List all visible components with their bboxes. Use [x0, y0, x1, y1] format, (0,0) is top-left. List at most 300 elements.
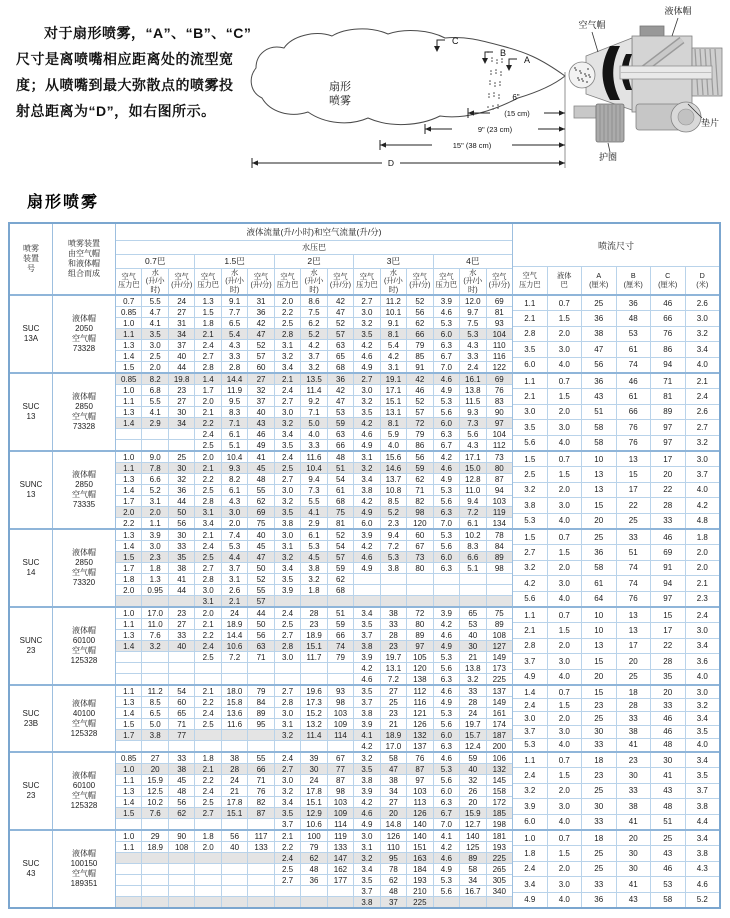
- device-block: [10, 528, 719, 606]
- spray-cell: 1.5: [548, 699, 582, 711]
- flow-cell: [301, 886, 326, 896]
- flow-cell: 10.2: [142, 797, 167, 807]
- flow-cell: 27: [169, 396, 194, 406]
- flow-cell: 3.0: [142, 541, 167, 551]
- device-number: [10, 452, 53, 528]
- flow-grid: [116, 374, 512, 450]
- flow-cell: 30: [301, 764, 326, 774]
- flow-cell: 33: [460, 686, 485, 696]
- flow-cell: 79: [301, 842, 326, 852]
- flow-cell: 93: [487, 318, 512, 328]
- flow-cell: 1.7: [195, 385, 220, 395]
- flow-cell: 91: [407, 362, 432, 372]
- flow-cell: 17.3: [301, 697, 326, 707]
- flow-cell: [328, 674, 353, 684]
- flow-cell: 48: [328, 452, 353, 462]
- flow-cell: 63: [328, 340, 353, 350]
- spray-cell: 2.0: [686, 561, 720, 575]
- flow-cell: 3.0: [275, 407, 300, 417]
- flow-cell: 2.5: [275, 318, 300, 328]
- flow-cell: 3.0: [275, 708, 300, 718]
- spray-cell: 3.0: [686, 452, 720, 466]
- flow-cell: 77: [328, 764, 353, 774]
- flow-cell: 42: [248, 318, 273, 328]
- dist-6cm-label: (15 cm): [504, 109, 530, 118]
- spray-cell: 74: [617, 561, 651, 575]
- flow-cell: [169, 440, 194, 450]
- flow-cell: 11.4: [301, 385, 326, 395]
- flow-cell: [301, 663, 326, 673]
- spray-cell: 3.4: [686, 831, 720, 845]
- spray-header-line: D: [699, 271, 705, 280]
- flow-cell: 50: [248, 563, 273, 573]
- flow-cell: 60: [169, 697, 194, 707]
- spray-header-line: 压力巴: [518, 279, 541, 289]
- spray-cell: 1.5: [548, 311, 582, 325]
- spray-cell: 15: [582, 498, 616, 512]
- flow-cell: 2.8: [275, 697, 300, 707]
- spray-cell: 2.4: [513, 699, 547, 711]
- header-caps-line: 喷雾装置: [68, 239, 100, 248]
- device-caps-line: 液体帽: [72, 392, 96, 401]
- spray-cell: 89: [651, 405, 685, 419]
- flow-cell: 4.2: [301, 340, 326, 350]
- flow-cell: 59: [460, 753, 485, 763]
- flow-cell: 3.2: [354, 463, 379, 473]
- spray-cell: 94: [651, 358, 685, 372]
- flow-cell: 2.8: [195, 362, 220, 372]
- flow-cell: 80: [407, 619, 432, 629]
- flow-cell: 3.9: [142, 530, 167, 540]
- spray-cell: 20: [651, 686, 685, 698]
- gasket-label: 垫片: [700, 118, 720, 128]
- flow-cell: 210: [407, 886, 432, 896]
- header-caps-line: 组合而成: [68, 269, 100, 278]
- flow-cell: 5.3: [434, 485, 459, 495]
- flow-cell: 7.0: [434, 518, 459, 528]
- spray-cell: 2.6: [686, 296, 720, 310]
- flow-cell: 62: [381, 875, 406, 885]
- flow-cell: 1.4: [116, 418, 141, 428]
- device-caps-line: 40100: [72, 708, 96, 718]
- flow-cell: 76: [407, 753, 432, 763]
- flow-cell: 21: [381, 719, 406, 729]
- flow-cell: 60: [407, 530, 432, 540]
- table-title: 扇形喷雾: [27, 194, 100, 211]
- flow-cell: [328, 741, 353, 751]
- flow-cell: 8.2: [142, 374, 167, 384]
- spray-cell: 2.0: [548, 405, 582, 419]
- flow-cell: 3.0: [354, 831, 379, 841]
- spray-cell: 5.2: [686, 893, 720, 907]
- spray-cell: 38: [617, 799, 651, 813]
- flow-cell: 181: [487, 831, 512, 841]
- flow-cell: 140: [407, 819, 432, 829]
- flow-cell: 133: [248, 842, 273, 852]
- flow-cell: 5.3: [434, 875, 459, 885]
- flow-cell: 4.6: [354, 552, 379, 562]
- flow-cell: 18.9: [142, 842, 167, 852]
- dist-15-label: 15" (38 cm): [452, 141, 492, 150]
- flow-cell: [116, 819, 141, 829]
- flow-cell: 15.8: [222, 697, 247, 707]
- flow-cell: 40: [169, 641, 194, 651]
- device-number-line: SUC: [22, 708, 40, 718]
- flow-cell: 58: [381, 753, 406, 763]
- spray-cell: 25: [617, 670, 651, 684]
- dist-6in-label: 6": [512, 93, 520, 102]
- flow-cell: 3.5: [275, 574, 300, 584]
- flow-cell: 2.5: [195, 797, 220, 807]
- flow-cell: 62: [169, 808, 194, 818]
- flow-cell: [116, 429, 141, 439]
- flow-cell: [142, 429, 167, 439]
- spray-cell: 5.3: [513, 739, 547, 751]
- flow-cell: 4.9: [354, 362, 379, 372]
- flow-cell: 1.3: [116, 530, 141, 540]
- flow-cell: [460, 596, 485, 606]
- flow-cell: 66: [328, 440, 353, 450]
- flow-cell: 3.2: [354, 853, 379, 863]
- spray-cell: 3.5: [686, 768, 720, 782]
- flow-cell: 4.2: [354, 340, 379, 350]
- flow-cell: 56: [407, 307, 432, 317]
- sub-header-cell: [460, 269, 485, 295]
- sub-header-line: (升/小时): [384, 276, 403, 294]
- spray-cell: 61: [617, 389, 651, 403]
- spray-cell: 91: [651, 561, 685, 575]
- spray-grid: [513, 530, 719, 606]
- flow-cell: 33: [169, 630, 194, 640]
- spray-cell: 38: [582, 327, 616, 341]
- flow-cell: 137: [407, 741, 432, 751]
- flow-cell: 57: [248, 351, 273, 361]
- device-caps-line: 空气帽: [72, 646, 96, 655]
- flow-cell: 63: [248, 641, 273, 651]
- spray-cell: 3.0: [548, 726, 582, 738]
- flow-cell: 126: [381, 831, 406, 841]
- flow-cell: 89: [460, 853, 485, 863]
- flow-cell: 23: [169, 608, 194, 618]
- sub-header-line: 空气: [333, 271, 348, 281]
- flow-cell: 66: [248, 764, 273, 774]
- flow-cell: 38: [169, 764, 194, 774]
- sub-header-line: (升/小时): [304, 276, 324, 294]
- flow-cell: 3.5: [354, 329, 379, 339]
- flow-cell: 6.3: [434, 797, 459, 807]
- spray-cell: 0.7: [548, 530, 582, 544]
- flow-cell: 3.4: [275, 797, 300, 807]
- flow-cell: [275, 674, 300, 684]
- flow-cell: 69: [487, 296, 512, 306]
- flow-cell: 104: [487, 329, 512, 339]
- spray-header-cell: [651, 267, 685, 294]
- flow-cell: 225: [487, 674, 512, 684]
- flow-cell: 97: [407, 641, 432, 651]
- flow-cell: 33: [169, 541, 194, 551]
- flow-cell: 6.0: [434, 418, 459, 428]
- flow-cell: [460, 897, 485, 907]
- spray-cell: 36: [582, 545, 616, 559]
- spray-cell: 38: [617, 726, 651, 738]
- header-pressure-row: [116, 255, 512, 269]
- flow-cell: 3.5: [354, 875, 379, 885]
- flow-cell: 3.5: [354, 686, 379, 696]
- flow-cell: 66: [328, 630, 353, 640]
- flow-cell: 2.4: [195, 340, 220, 350]
- spray-cell: 4.0: [548, 670, 582, 684]
- device-caps-line: 60100: [72, 781, 96, 790]
- flow-cell: [116, 897, 141, 907]
- spray-cell: 1.8: [686, 530, 720, 544]
- device-caps-line: 73335: [72, 500, 96, 509]
- flow-cell: 6.6: [460, 552, 485, 562]
- spray-cell: 46: [617, 374, 651, 388]
- flow-cell: 2.7: [275, 686, 300, 696]
- flow-cell: 52: [328, 530, 353, 540]
- spray-cell: 2.4: [513, 862, 547, 876]
- spray-cell: 18: [617, 686, 651, 698]
- flow-cell: 147: [328, 853, 353, 863]
- flow-cell: 72: [407, 418, 432, 428]
- flow-cell: 2.4: [195, 641, 220, 651]
- flow-cell: 3.3: [222, 351, 247, 361]
- device-caps-line: 空气帽: [72, 334, 96, 343]
- flow-cell: 15.1: [301, 797, 326, 807]
- flow-cell: 3.8: [142, 730, 167, 740]
- flow-cell: 20: [381, 808, 406, 818]
- spray-cell: 4.9: [513, 893, 547, 907]
- flow-cell: [407, 585, 432, 595]
- flow-cell: 71: [248, 775, 273, 785]
- flow-cell: 3.9: [275, 585, 300, 595]
- spray-header-line: C: [665, 271, 671, 280]
- spray-cell: 0.7: [548, 686, 582, 698]
- flow-cell: 3.0: [354, 385, 379, 395]
- flow-cell: [248, 663, 273, 673]
- flow-cell: 53: [328, 407, 353, 417]
- flow-cell: 2.4: [275, 853, 300, 863]
- spray-cell: 3.5: [513, 342, 547, 356]
- flow-cell: 3.7: [275, 819, 300, 829]
- flow-cell: 2.7: [354, 374, 379, 384]
- sub-header-cell: [354, 269, 379, 295]
- spray-cell: 2.6: [686, 405, 720, 419]
- flow-cell: 11.6: [301, 452, 326, 462]
- spray-cell: 0.7: [548, 831, 582, 845]
- flow-cell: 4.1: [434, 831, 459, 841]
- device-caps: [53, 831, 116, 907]
- spray-cell: 94: [651, 576, 685, 590]
- flow-cell: 4.3: [460, 340, 485, 350]
- spray-cell: 41: [617, 739, 651, 751]
- flow-cell: 3.8: [301, 563, 326, 573]
- flow-cell: [169, 853, 194, 863]
- device-caps-line: 液体帽: [72, 698, 96, 708]
- flow-cell: 2.4: [460, 362, 485, 372]
- flow-cell: 1.3: [195, 296, 220, 306]
- spray-diagram-svg: [240, 0, 730, 185]
- spray-cell: 17: [651, 452, 685, 466]
- spray-cell: 36: [582, 374, 616, 388]
- flow-cell: 4.5: [301, 552, 326, 562]
- spray-cell: 3.0: [513, 712, 547, 724]
- flow-cell: 44: [248, 608, 273, 618]
- air-cap-label: 空气帽: [578, 20, 606, 30]
- flow-cell: 34: [460, 875, 485, 885]
- flow-cell: 122: [487, 362, 512, 372]
- flow-cell: 5.6: [434, 719, 459, 729]
- flow-cell: 90: [487, 407, 512, 417]
- spray-header-line: A: [596, 271, 602, 280]
- flow-cell: 1.0: [116, 831, 141, 841]
- flow-cell: 5.1: [222, 440, 247, 450]
- flow-cell: 94: [487, 485, 512, 495]
- flow-cell: 1.3: [116, 340, 141, 350]
- flow-cell: 11.9: [222, 385, 247, 395]
- spray-diagram: [240, 0, 730, 190]
- device-number-line: 23: [26, 791, 36, 800]
- spray-cell: 76: [617, 592, 651, 606]
- flow-cell: 51: [328, 608, 353, 618]
- flow-cell: 56: [222, 831, 247, 841]
- spray-cell: 2.0: [548, 561, 582, 575]
- flow-cell: 2.4: [195, 786, 220, 796]
- device-caps-line: 125328: [70, 728, 98, 738]
- flow-cell: 58: [460, 864, 485, 874]
- flow-cell: 7.7: [222, 307, 247, 317]
- spray-cell: 30: [651, 753, 685, 767]
- flow-cell: [222, 897, 247, 907]
- flow-cell: 6.7: [434, 351, 459, 361]
- flow-cell: 3.0: [275, 775, 300, 785]
- spray-cell: 3.9: [513, 799, 547, 813]
- device-block: [10, 829, 719, 907]
- header-spray-title: 喷流尺寸: [513, 224, 719, 267]
- flow-cell: 5.0: [301, 418, 326, 428]
- nozzle-assembly: [569, 26, 722, 142]
- flow-grid: [116, 686, 512, 751]
- spray-cell: 2.0: [548, 639, 582, 653]
- flow-cell: 1.1: [116, 775, 141, 785]
- flow-cell: 127: [487, 641, 512, 651]
- spray-cell: 61: [617, 342, 651, 356]
- spray-cell: 23: [582, 699, 616, 711]
- flow-cell: 3.1: [222, 574, 247, 584]
- flow-cell: 1.8: [195, 753, 220, 763]
- flow-cell: 78: [487, 530, 512, 540]
- flow-cell: 40: [460, 764, 485, 774]
- device-caps: [53, 374, 116, 450]
- flow-cell: 47: [381, 764, 406, 774]
- flow-cell: 9.0: [142, 452, 167, 462]
- flow-cell: 24: [222, 608, 247, 618]
- flow-cell: 2.1: [195, 764, 220, 774]
- flow-cell: 12.4: [460, 741, 485, 751]
- flow-cell: 305: [487, 875, 512, 885]
- flow-cell: 27: [169, 619, 194, 629]
- flow-cell: 1.7: [116, 730, 141, 740]
- spray-section: [513, 296, 719, 372]
- flow-cell: [195, 853, 220, 863]
- flow-cell: [328, 663, 353, 673]
- flow-cell: 140: [460, 831, 485, 841]
- flow-cell: 138: [407, 674, 432, 684]
- flow-cell: 13.2: [301, 719, 326, 729]
- flow-cell: 2.0: [116, 585, 141, 595]
- flow-cell: 77: [169, 730, 194, 740]
- spray-cell: 1.5: [548, 389, 582, 403]
- spray-cell: 3.4: [686, 712, 720, 724]
- flow-cell: 6.6: [142, 474, 167, 484]
- spray-header-cell: [548, 267, 582, 294]
- flow-cell: 1.3: [142, 574, 167, 584]
- flow-cell: 3.0: [222, 507, 247, 517]
- flow-cell: 45: [248, 463, 273, 473]
- flow-cell: [248, 674, 273, 684]
- flow-cell: 6.1: [222, 485, 247, 495]
- sub-header-line: 水: [230, 267, 239, 277]
- flow-cell: 5.6: [460, 429, 485, 439]
- flow-cell: 54: [328, 474, 353, 484]
- flow-cell: 1.4: [116, 641, 141, 651]
- flow-cell: 11.0: [142, 619, 167, 629]
- flow-cell: 3.7: [354, 886, 379, 896]
- flow-cell: [354, 574, 379, 584]
- spray-header-line: (米): [696, 279, 709, 289]
- flow-cell: 198: [487, 819, 512, 829]
- intro-line: 度；从喷嘴到最大弥散点的喷雾投: [16, 77, 234, 93]
- spray-cell: 3.4: [513, 877, 547, 891]
- device-block: [10, 606, 719, 684]
- flow-cell: [142, 819, 167, 829]
- flow-cell: 63: [328, 429, 353, 439]
- flow-cell: 12.5: [142, 786, 167, 796]
- flow-cell: 3.1: [381, 362, 406, 372]
- flow-cell: 30: [460, 641, 485, 651]
- flow-cell: 9.5: [222, 396, 247, 406]
- spray-header-line: (厘米): [623, 279, 643, 289]
- spray-cell: 81: [651, 389, 685, 403]
- flow-cell: 17.8: [222, 797, 247, 807]
- flow-cell: 4.9: [354, 819, 379, 829]
- flow-cell: 137: [487, 686, 512, 696]
- spray-cell: 1.5: [548, 846, 582, 860]
- flow-cell: 1.8: [116, 574, 141, 584]
- flow-cell: 23: [381, 641, 406, 651]
- flow-cell: 2.7: [275, 764, 300, 774]
- flow-cell: 83: [487, 396, 512, 406]
- spray-cell: 15: [582, 686, 616, 698]
- flow-cell: 52: [328, 318, 353, 328]
- flow-cell: [169, 652, 194, 662]
- flow-cell: 4.6: [354, 429, 379, 439]
- flow-cell: 1.1: [116, 463, 141, 473]
- flow-cell: 3.2: [460, 674, 485, 684]
- spray-cell: 3.4: [686, 753, 720, 767]
- sub-header-cell: [487, 269, 512, 295]
- flow-cell: 73: [407, 552, 432, 562]
- flow-cell: 3.8: [354, 775, 379, 785]
- flow-cell: 75: [487, 608, 512, 618]
- flow-cell: 34: [169, 418, 194, 428]
- flow-cell: 10.6: [301, 819, 326, 829]
- flow-cell: 3.9: [434, 296, 459, 306]
- flow-cell: 174: [487, 719, 512, 729]
- flow-cell: 37: [381, 897, 406, 907]
- dim-d-label: D: [387, 158, 395, 168]
- flow-cell: 9.7: [460, 307, 485, 317]
